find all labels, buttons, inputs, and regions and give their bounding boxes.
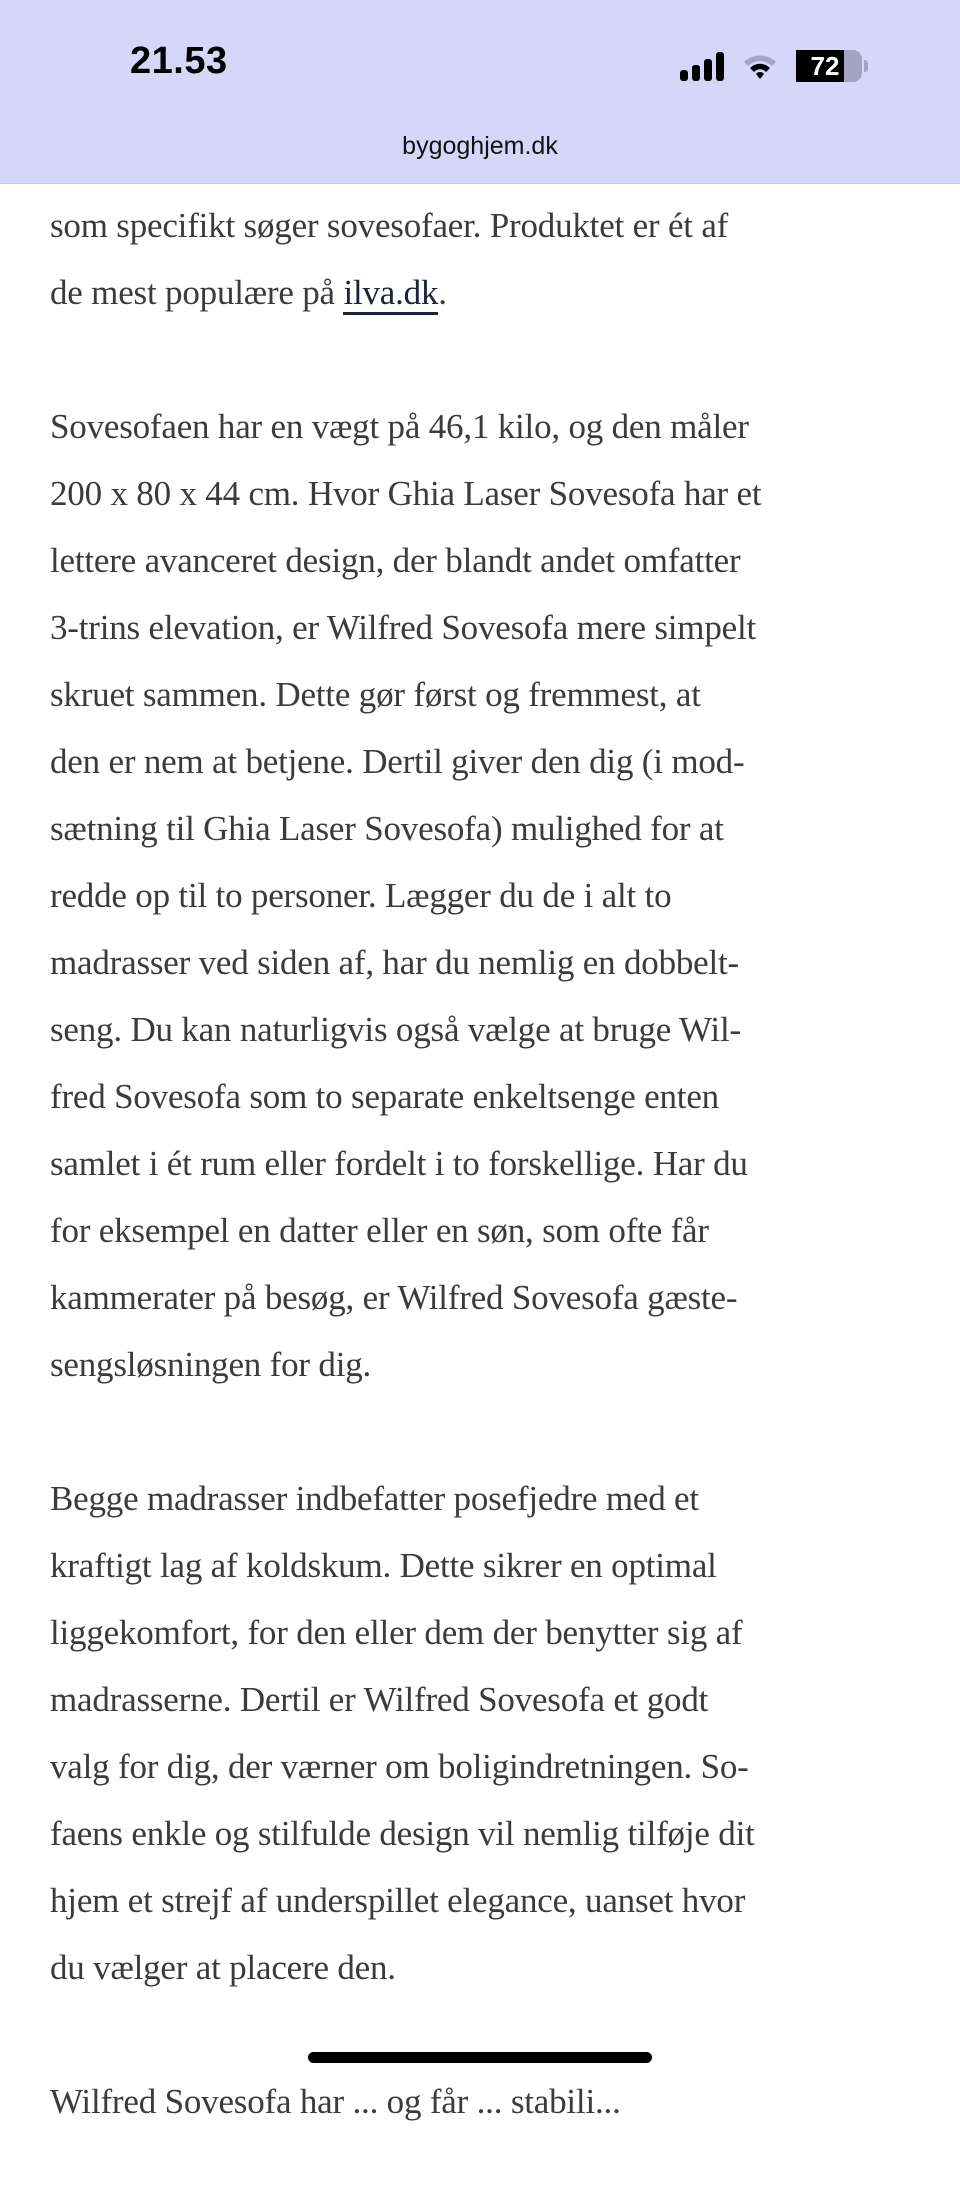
text-line: som specifikt søger sovesofaer. Produktet er ét af [50,206,729,245]
text-line: kammerater på besøg, er Wilfred Sovesofa gæste- [50,1278,738,1317]
text-line: du vælger at placere den. [50,1948,396,1987]
text-fragment: . [438,273,447,312]
battery-icon [796,50,862,82]
paragraph-1 [50,192,920,326]
text-line: kraftigt lag af koldskum. Dette sikrer en optimal [50,1546,717,1585]
text-line: Begge madrasser indbefatter posefjedre med et [50,1479,699,1518]
text-line [50,259,920,326]
status-icons [680,46,868,86]
wifi-icon [742,52,778,80]
text-line: redde op til to personer. Lægger du de i alt to [50,876,672,915]
text-line: 200 x 80 x 44 cm. Hvor Ghia Laser Sovesofa har et [50,474,762,513]
text-line: Wilfred Sovesofa har ... og får ... stabili... [50,2082,621,2121]
text-line: sengsløsningen for dig. [50,1345,372,1384]
battery-level: 72 [810,50,840,81]
paragraph-3 [50,1465,920,2001]
ilva-link[interactable]: ilva.dk [343,273,438,315]
text-line: samlet i ét rum eller fordelt i to forskellige. Har du [50,1144,748,1183]
text-line: seng. Du kan naturligvis også vælge at bruge Wil- [50,1010,741,1049]
home-indicator[interactable] [308,2052,652,2063]
text-line: valg for dig, der værner om boligindretningen. So- [50,1747,749,1786]
address-bar-url[interactable]: bygoghjem.dk [402,132,558,160]
text-line: sætning til Ghia Laser Sovesofa) mulighed for at [50,809,724,848]
browser-status-bar [0,0,960,184]
text-line: Sovesofaen har en vægt på 46,1 kilo, og den måler [50,407,749,446]
clock-time: 21.53 [130,40,228,82]
paragraph-4-partial [50,2068,920,2135]
paragraph-2 [50,393,920,1398]
text-line: den er nem at betjene. Dertil giver den dig (i mod- [50,742,745,781]
text-line: madrasser ved siden af, har du nemlig en dobbelt- [50,943,740,982]
text-line: lettere avanceret design, der blandt andet omfatter [50,541,741,580]
article-body [50,192,920,2202]
text-line: fred Sovesofa som to separate enkeltsenge enten [50,1077,719,1116]
text-line: hjem et strejf af underspillet elegance, uanset hvor [50,1881,746,1920]
text-fragment: de mest populære på [50,273,344,312]
battery-cap [864,60,868,72]
text-line: faens enkle og stilfulde design vil nemlig tilføje dit [50,1814,755,1853]
text-line: 3-trins elevation, er Wilfred Sovesofa mere simpelt [50,608,757,647]
text-line: for eksempel en datter eller en søn, som ofte får [50,1211,709,1250]
text-line: madrasserne. Dertil er Wilfred Sovesofa et godt [50,1680,709,1719]
text-line: liggekomfort, for den eller dem der benytter sig af [50,1613,743,1652]
signal-icon [680,51,724,81]
text-line: skruet sammen. Dette gør først og fremmest, at [50,675,701,714]
